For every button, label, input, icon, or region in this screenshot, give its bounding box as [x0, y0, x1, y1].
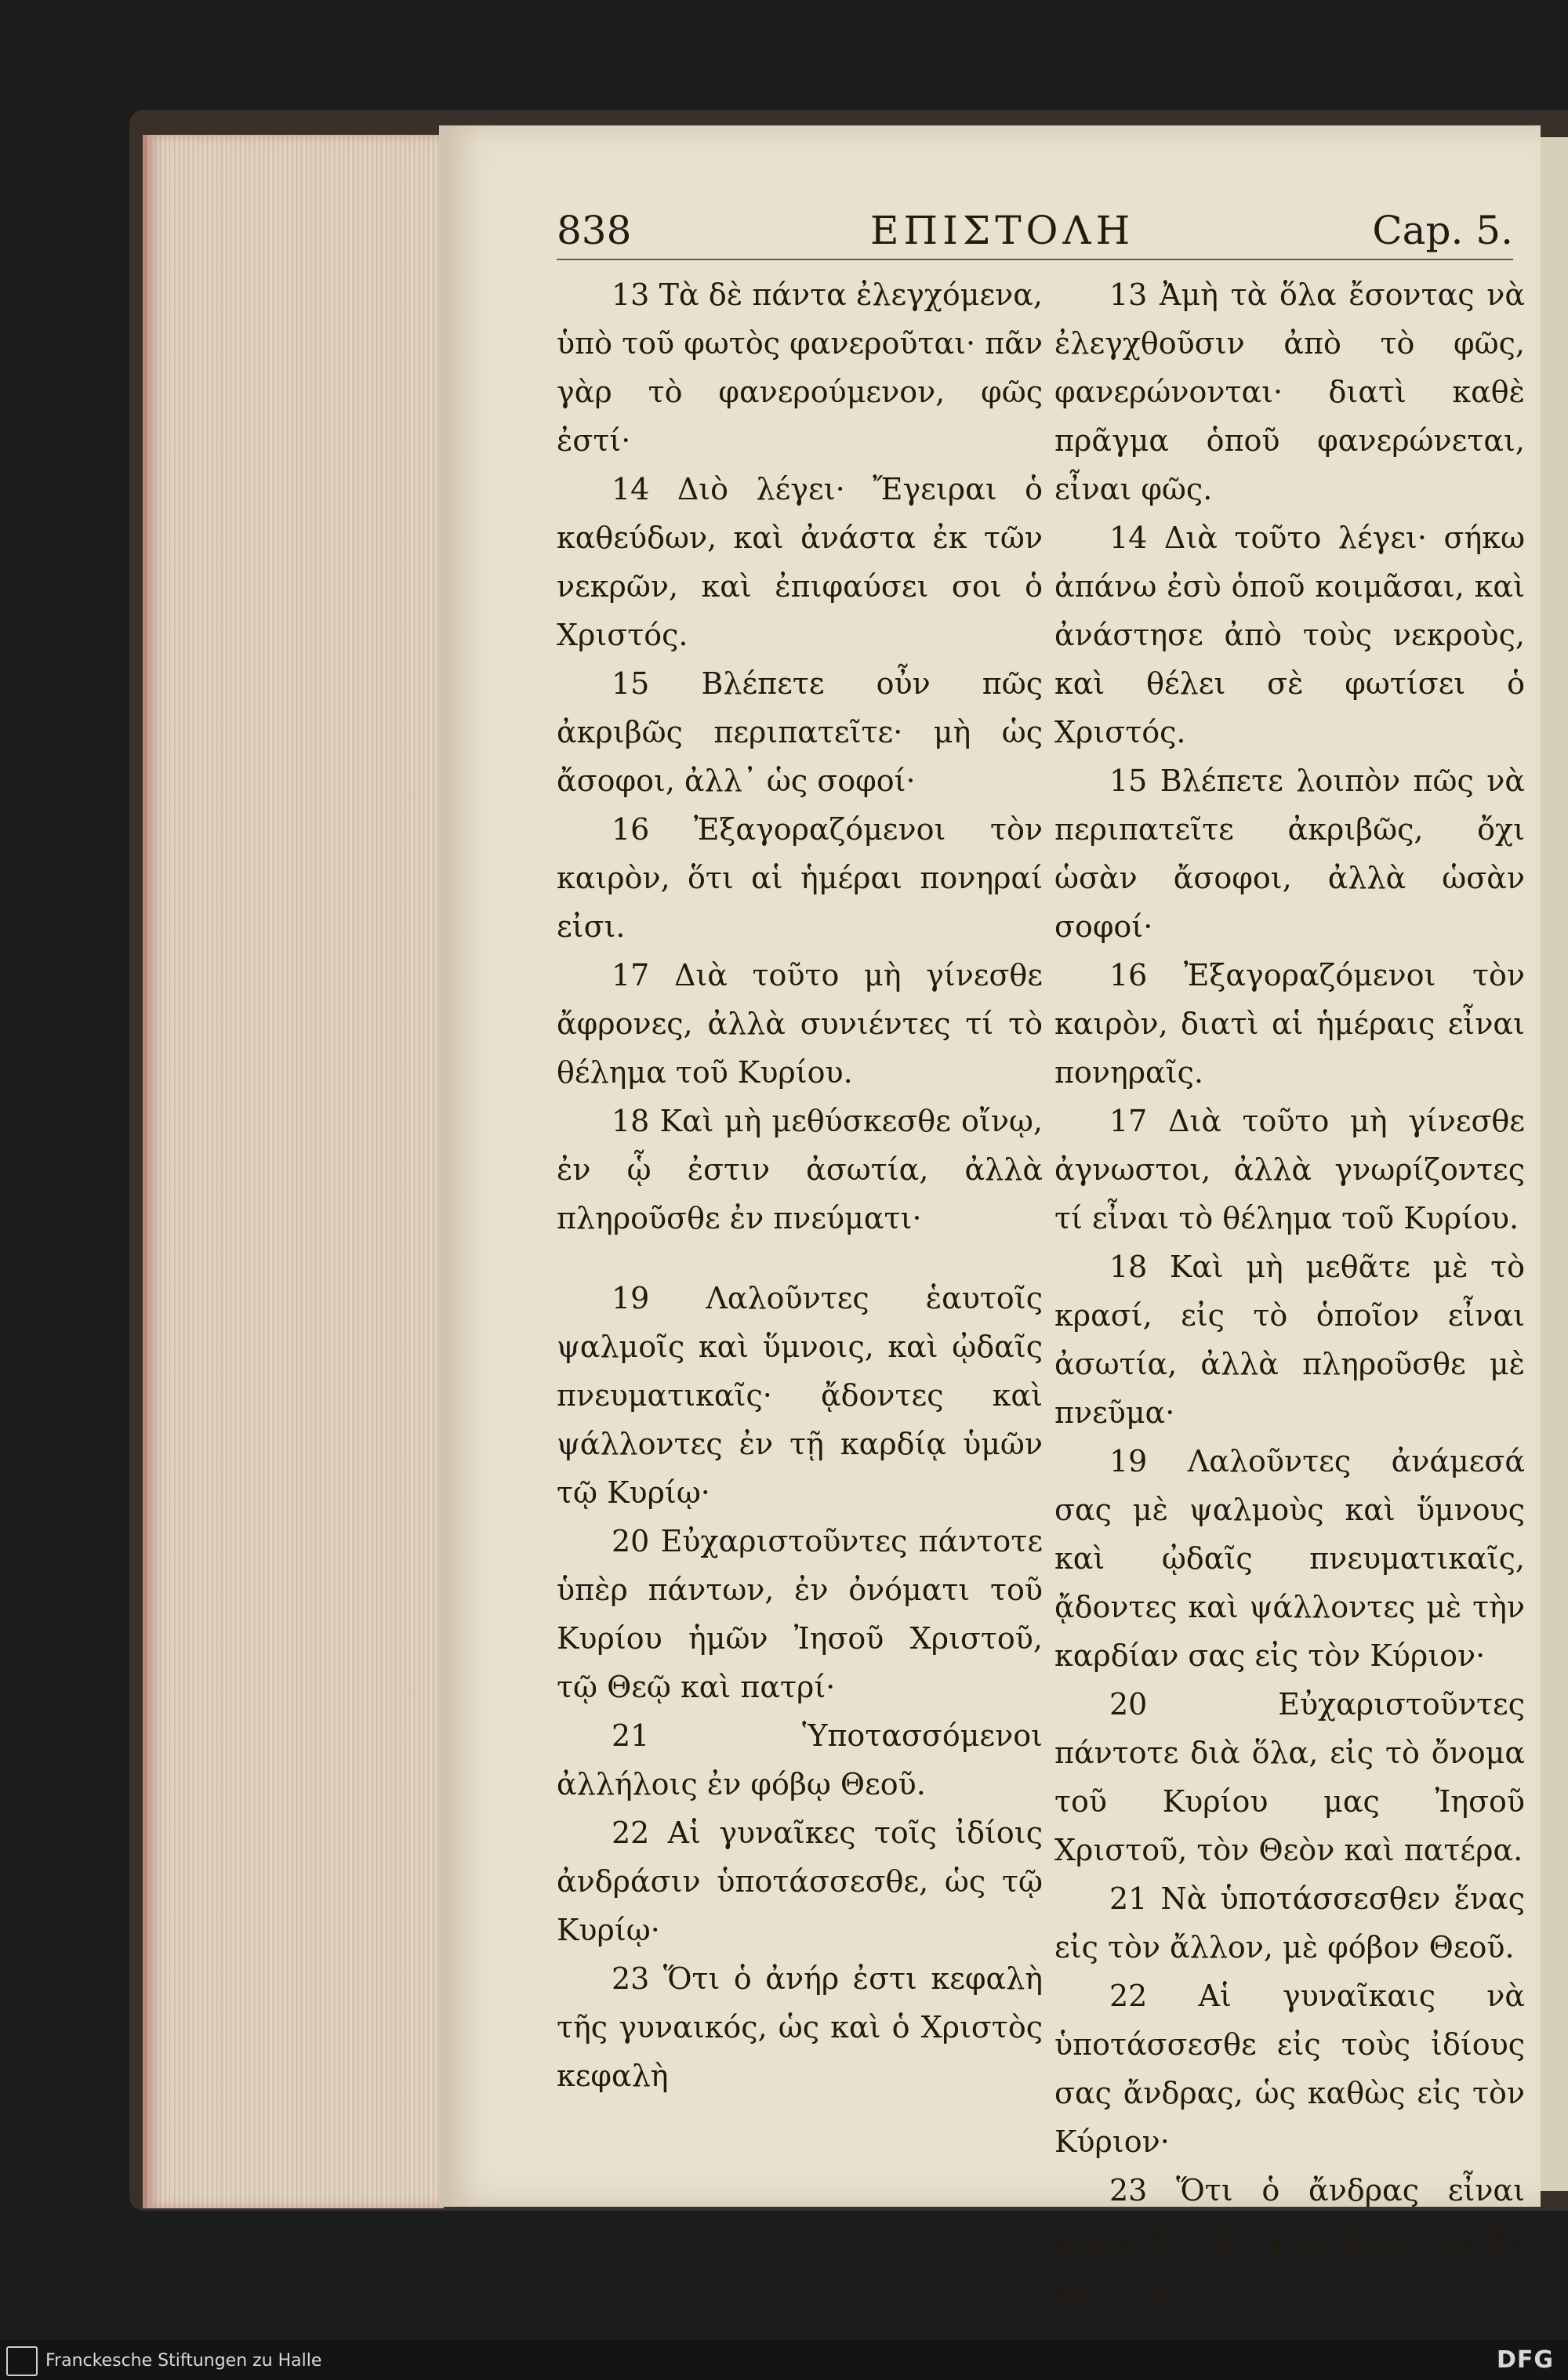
verse-19: 19 Λαλοῦντες ἑαυτοῖς ψαλμοῖς καὶ ὕμνοις, καὶ ᾠδαῖς πνευματικαῖς· ᾄδοντες καὶ ψάλλοντες ἐν τῇ καρδίᾳ ὑμῶν τῷ Κυρίῳ· — [557, 1281, 1043, 1510]
verse-18: 18 Καὶ μὴ μεθύσκεσθε οἴνῳ, ἐν ᾧ ἐστιν ἀσωτία, ἀλλὰ πληροῦσθε ἐν πνεύματι· — [557, 1104, 1043, 1235]
page-number: 838 — [557, 208, 632, 253]
dfg-logo: DFG — [1496, 2346, 1554, 2374]
running-head — [557, 208, 1513, 263]
verse-20: 20 Εὐχαριστοῦντες πάντοτε ὑπὲρ πάντων, ἐν ὀνόματι τοῦ Κυρίου ἡμῶν Ἰησοῦ Χριστοῦ, τῷ Θεῷ καὶ πατρί· — [557, 1524, 1043, 1704]
greek-text-column — [557, 270, 1043, 2100]
institution-name: Franckesche Stiftungen zu Halle — [45, 2351, 322, 2371]
institution-logo-icon — [6, 2346, 38, 2376]
verse-15: 15 Βλέπετε οὖν πῶς ἀκριβῶς περιπατεῖτε· μὴ ὡς ἄσοφοι, ἀλλ᾽ ὡς σοφοί· — [557, 666, 1043, 798]
verse-15: 15 Βλέπετε λοιπὸν πῶς νὰ περιπατεῖτε ἀκριβῶς, ὄχι ὡσὰν ἄσοφοι, ἀλλὰ ὡσὰν σοφοί· — [1054, 764, 1525, 944]
facing-page-edge — [1541, 137, 1568, 2191]
verse-22: 22 Αἱ γυναῖκες τοῖς ἰδίοις ἀνδράσιν ὑποτάσσεσθε, ὡς τῷ Κυρίῳ· — [557, 1816, 1043, 1947]
viewer-footer — [0, 2340, 1568, 2380]
verse-22: 22 Αἱ γυναῖκαις νὰ ὑποτάσσεσθε εἰς τοὺς ἰδίους σας ἄνδρας, ὡς καθὼς εἰς τὸν Κύριον· — [1054, 1979, 1525, 2159]
chapter-label: Cap. 5. — [1372, 208, 1513, 253]
verse-17: 17 Διὰ τοῦτο μὴ γίνεσθε ἄφρονες, ἀλλὰ συνιέντες τί τὸ θέλημα τοῦ Κυρίου. — [557, 958, 1043, 1090]
verse-21: 21 Ὑποτασσόμενοι ἀλλήλοις ἐν φόβῳ Θεοῦ. — [557, 1718, 1043, 1801]
verse-16: 16 Ἐξαγοραζόμενοι τὸν καιρὸν, διατὶ αἱ ἡμέραις εἶναι πονηραῖς. — [1054, 958, 1525, 1090]
verse-13: 13 Τὰ δὲ πάντα ἐλεγχόμενα, ὑπὸ τοῦ φωτὸς φανεροῦται· πᾶν γὰρ τὸ φανερούμενον, φῶς ἐστί· — [557, 278, 1043, 458]
verse-16: 16 Ἐξαγοραζόμενοι τὸν καιρὸν, ὅτι αἱ ἡμέραι πονηραί εἰσι. — [557, 812, 1043, 944]
verse-23: 23 Ὅτι ὁ ἄνδρας εἶναι κεφαλὴ τῆς γυναίκας, ὡσὰν καὶ ὁ Χρι- — [1054, 2173, 1525, 2305]
verse-13: 13 Ἀμὴ τὰ ὅλα ἔσοντας νὰ ἐλεγχθοῦσιν ἀπὸ τὸ φῶς, φανερώνονται· διατὶ καθὲ πρᾶγμα ὁποῦ φανερώνεται, εἶναι φῶς. — [1054, 278, 1525, 506]
vernacular-text-column — [1054, 270, 1525, 2312]
verse-17: 17 Διὰ τοῦτο μὴ γίνεσθε ἀγνωστοι, ἀλλὰ γνωρίζοντες τί εἶναι τὸ θέλημα τοῦ Κυρίου. — [1054, 1104, 1525, 1235]
verse-21: 21 Νὰ ὑποτάσσεσθεν ἕνας εἰς τὸν ἄλλον, μὲ φόβον Θεοῦ. — [1054, 1881, 1525, 1965]
page-edges — [143, 135, 444, 2208]
verse-18: 18 Καὶ μὴ μεθᾶτε μὲ τὸ κρασί, εἰς τὸ ὁποῖον εἶναι ἀσωτία, ἀλλὰ πληροῦσθε μὲ πνεῦμα· — [1054, 1250, 1525, 1430]
page-title: ΕΠΙΣΤΟΛΗ — [870, 208, 1135, 253]
verse-14: 14 Διὸ λέγει· Ἔγειραι ὁ καθεύδων, καὶ ἀνάστα ἐκ τῶν νεκρῶν, καὶ ἐπιφαύσει σοι ὁ Χριστός. — [557, 472, 1043, 652]
verse-20: 20 Εὐχαριστοῦντες πάντοτε διὰ ὅλα, εἰς τὸ ὄνομα τοῦ Κυρίου μας Ἰησοῦ Χριστοῦ, τὸν Θεὸν καὶ πατέρα. — [1054, 1687, 1525, 1867]
verse-19: 19 Λαλοῦντες ἀνάμεσά σας μὲ ψαλμοὺς καὶ ὕμνους καὶ ᾠδαῖς πνευματικαῖς, ᾄδοντες καὶ ψάλλοντες μὲ τὴν καρδίαν σας εἰς τὸν Κύριον· — [1054, 1444, 1525, 1673]
header-rule — [557, 259, 1513, 260]
verse-14: 14 Διὰ τοῦτο λέγει· σήκω ἀπάνω ἐσὺ ὁποῦ κοιμᾶσαι, καὶ ἀνάστησε ἀπὸ τοὺς νεκροὺς, καὶ θέλει σὲ φωτίσει ὁ Χριστός. — [1054, 521, 1525, 749]
verse-23: 23 Ὅτι ὁ ἀνήρ ἐστι κεφαλὴ τῆς γυναικός, ὡς καὶ ὁ Χριστὸς κεφαλὴ — [557, 1961, 1043, 2093]
verse-gap — [557, 1243, 1043, 1274]
